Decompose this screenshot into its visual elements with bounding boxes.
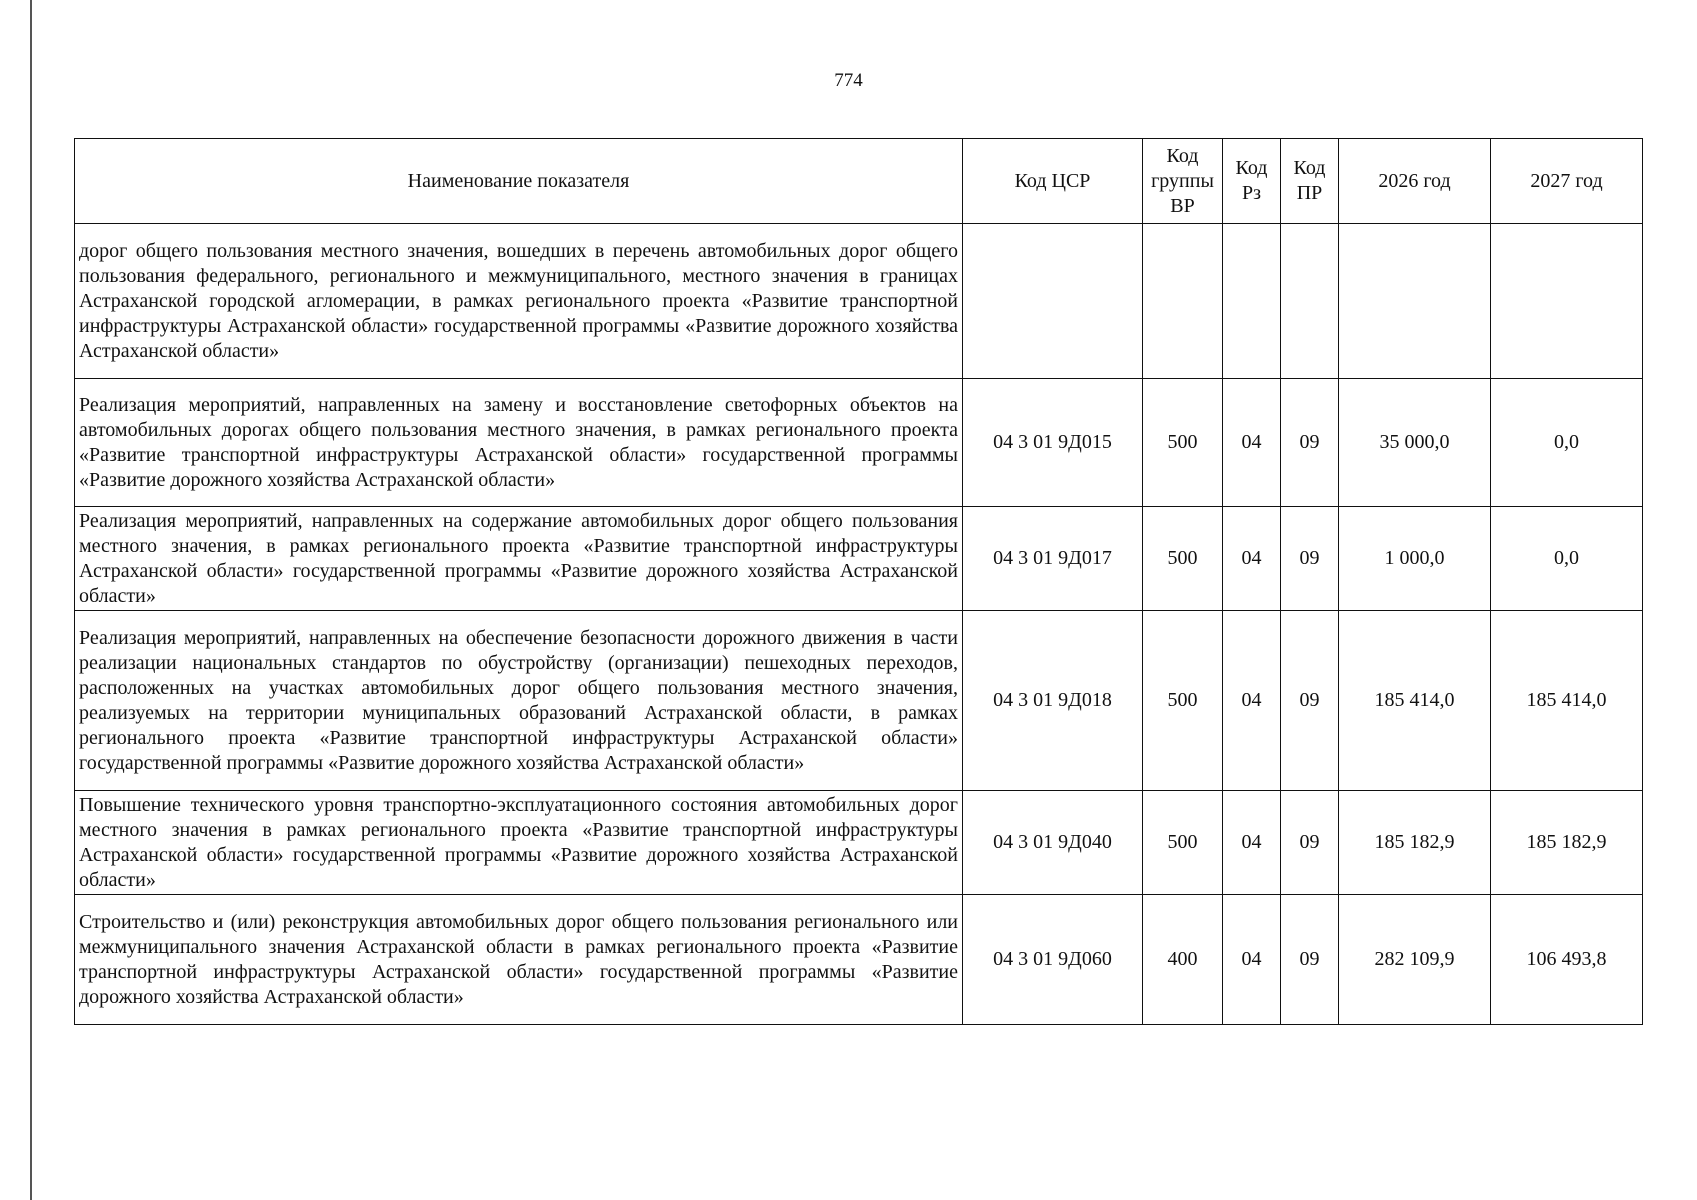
row-2026 <box>1339 224 1491 379</box>
row-csr: 04 3 01 9Д018 <box>963 611 1143 791</box>
budget-table <box>74 138 1643 1025</box>
row-name: Реализация мероприятий, направленных на обеспечение безопасности дорожного движения в части реализации национальных стандартов по обустройству (организации) пешеходных переходов, расположенных на участках автомобильных дорог общего пользования местного значения, реализуемых на территории муниципальных образований Астраханской области, в рамках регионального проекта «Развитие транспортной инфраструктуры Астраханской области» государственной программы «Развитие дорожного хозяйства Астраханской области» <box>75 611 963 791</box>
row-vr <box>1143 224 1223 379</box>
table-row <box>75 507 1643 611</box>
row-2027: 0,0 <box>1491 379 1643 507</box>
row-rz <box>1223 224 1281 379</box>
row-2026: 1 000,0 <box>1339 507 1491 611</box>
row-vr: 500 <box>1143 611 1223 791</box>
row-vr: 400 <box>1143 895 1223 1025</box>
row-2027 <box>1491 224 1643 379</box>
row-csr: 04 3 01 9Д015 <box>963 379 1143 507</box>
row-name: Реализация мероприятий, направленных на содержание автомобильных дорог общего пользования местного значения, в рамках регионального проекта «Развитие транспортной инфраструктуры Астраханской области» государственной программы «Развитие дорожного хозяйства Астраханской области» <box>75 507 963 611</box>
header-csr: Код ЦСР <box>963 139 1143 224</box>
page-number: 774 <box>834 70 863 91</box>
scan-edge-line <box>30 0 32 1200</box>
row-csr: 04 3 01 9Д060 <box>963 895 1143 1025</box>
row-vr: 500 <box>1143 379 1223 507</box>
row-2027: 185 182,9 <box>1491 791 1643 895</box>
row-2026: 282 109,9 <box>1339 895 1491 1025</box>
row-csr: 04 3 01 9Д017 <box>963 507 1143 611</box>
row-2026: 35 000,0 <box>1339 379 1491 507</box>
row-2027: 0,0 <box>1491 507 1643 611</box>
table-row <box>75 611 1643 791</box>
row-2027: 106 493,8 <box>1491 895 1643 1025</box>
row-name: дорог общего пользования местного значения, вошедших в перечень автомобильных дорог общего пользования федерального, регионального и межмуниципального, местного значения в границах Астраханской городской агломерации, в рамках регионального проекта «Развитие транспортной инфраструктуры Астраханской области» государственной программы «Развитие дорожного хозяйства Астраханской области» <box>75 224 963 379</box>
row-csr: 04 3 01 9Д040 <box>963 791 1143 895</box>
row-rz: 04 <box>1223 379 1281 507</box>
row-2027: 185 414,0 <box>1491 611 1643 791</box>
row-pr: 09 <box>1281 379 1339 507</box>
header-2026: 2026 год <box>1339 139 1491 224</box>
row-name: Повышение технического уровня транспортно-эксплуатационного состояния автомобильных дорог местного значения в рамках регионального проекта «Развитие транспортной инфраструктуры Астраханской области» государственной программы «Развитие дорожного хозяйства Астраханской области» <box>75 791 963 895</box>
table-row <box>75 379 1643 507</box>
row-2026: 185 414,0 <box>1339 611 1491 791</box>
row-pr: 09 <box>1281 507 1339 611</box>
row-pr <box>1281 224 1339 379</box>
header-name: Наименование показателя <box>75 139 963 224</box>
row-pr: 09 <box>1281 791 1339 895</box>
row-vr: 500 <box>1143 791 1223 895</box>
table-row <box>75 224 1643 379</box>
row-rz: 04 <box>1223 611 1281 791</box>
table-header-row <box>75 139 1643 224</box>
row-rz: 04 <box>1223 791 1281 895</box>
header-vr: Код группы ВР <box>1143 139 1223 224</box>
row-pr: 09 <box>1281 895 1339 1025</box>
row-vr: 500 <box>1143 507 1223 611</box>
row-rz: 04 <box>1223 895 1281 1025</box>
row-2026: 185 182,9 <box>1339 791 1491 895</box>
row-pr: 09 <box>1281 611 1339 791</box>
header-2027: 2027 год <box>1491 139 1643 224</box>
row-rz: 04 <box>1223 507 1281 611</box>
header-pr: Код ПР <box>1281 139 1339 224</box>
header-rz: Код Рз <box>1223 139 1281 224</box>
row-csr <box>963 224 1143 379</box>
row-name: Реализация мероприятий, направленных на замену и восстановление светофорных объектов на автомобильных дорогах общего пользования местного значения, в рамках регионального проекта «Развитие транспортной инфраструктуры Астраханской области» государственной программы «Развитие дорожного хозяйства Астраханской области» <box>75 379 963 507</box>
table-row <box>75 791 1643 895</box>
table-row <box>75 895 1643 1025</box>
row-name: Строительство и (или) реконструкция автомобильных дорог общего пользования регионального или межмуниципального значения Астраханской области в рамках регионального проекта «Развитие транспортной инфраструктуры Астраханской области» государственной программы «Развитие дорожного хозяйства Астраханской области» <box>75 895 963 1025</box>
